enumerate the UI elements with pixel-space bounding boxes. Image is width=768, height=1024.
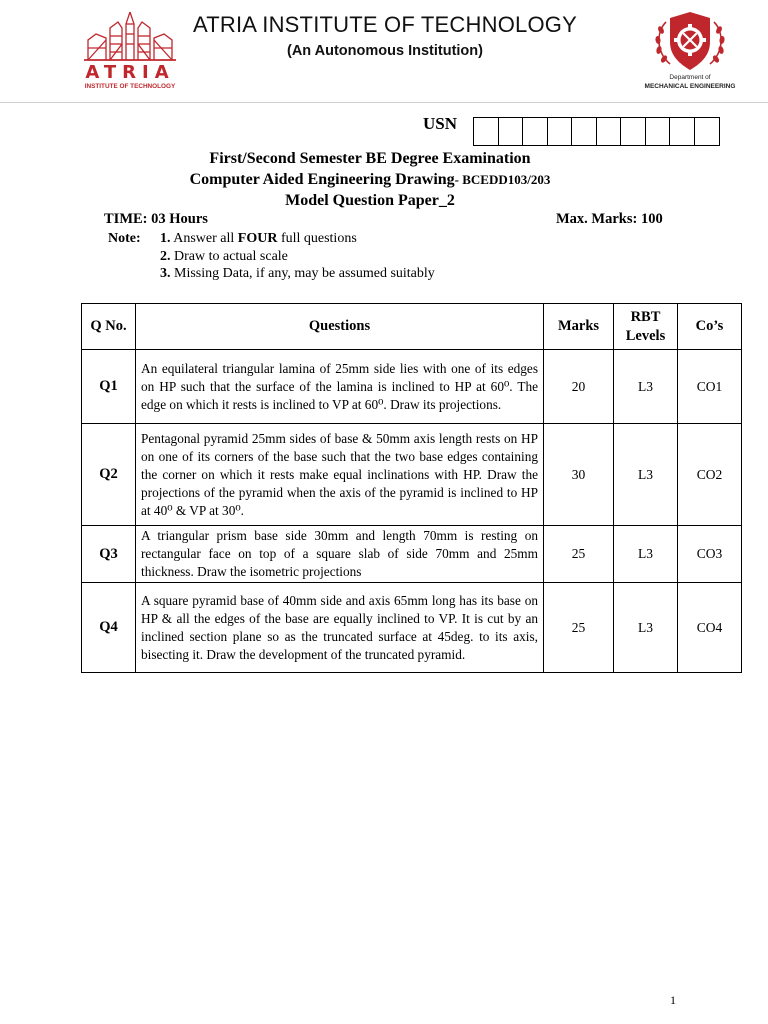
usn-boxes[interactable]: [473, 117, 720, 146]
paper-title: Model Question Paper_2: [285, 192, 455, 209]
exam-time: TIME: 03 Hours: [104, 211, 208, 227]
question-marks: 25: [544, 526, 614, 583]
question-rbt: L3: [614, 583, 678, 673]
question-co: CO4: [678, 583, 742, 673]
table-header-row: [82, 304, 742, 350]
subject-code: - BCEDD103/203: [454, 172, 551, 187]
question-co: CO1: [678, 350, 742, 424]
question-number: Q2: [82, 424, 136, 526]
note-item: 3. Missing Data, if any, may be assumed suitably: [160, 266, 435, 281]
note-item: 1. Answer all FOUR full questions: [160, 231, 357, 246]
question-rbt: L3: [614, 526, 678, 583]
exam-title: First/Second Semester BE Degree Examination: [209, 150, 531, 167]
note-number: 3.: [160, 266, 171, 281]
mechanical-dept-logo: [640, 8, 740, 94]
usn-box[interactable]: [548, 118, 573, 145]
header-divider: [0, 102, 768, 103]
dept-line-1: Department of: [669, 74, 711, 81]
usn-box[interactable]: [621, 118, 646, 145]
logo-tagline: INSTITUTE OF TECHNOLOGY: [84, 83, 176, 90]
questions-table: [81, 303, 742, 673]
question-number: Q4: [82, 583, 136, 673]
col-header-rbt: RBT Levels: [614, 304, 678, 350]
question-co: CO3: [678, 526, 742, 583]
dept-line-2: MECHANICAL ENGINEERING: [644, 83, 736, 90]
note-item: 2. Draw to actual scale: [160, 249, 288, 264]
table-row: [82, 350, 742, 424]
note-number: 1.: [160, 231, 171, 246]
question-marks: 20: [544, 350, 614, 424]
question-text: An equilateral triangular lamina of 25mm side lies with one of its edges on HP such that the surface of the lamina is inclined to HP at 60⁰. The edge on which it rests is inclined to VP at 60⁰. Draw its projections.: [136, 350, 544, 424]
gear-tools-emblem-icon: [640, 8, 740, 74]
usn-box[interactable]: [670, 118, 695, 145]
question-number: Q3: [82, 526, 136, 583]
usn-box[interactable]: [572, 118, 597, 145]
usn-box[interactable]: [499, 118, 524, 145]
table-row: [82, 583, 742, 673]
note-label: Note:: [108, 231, 141, 246]
page-number: 1: [670, 993, 676, 1007]
usn-box[interactable]: [523, 118, 548, 145]
col-header-questions: Questions: [136, 304, 544, 350]
col-header-qno: Q No.: [82, 304, 136, 350]
col-header-marks: Marks: [544, 304, 614, 350]
subject-name: Computer Aided Engineering Drawing: [189, 171, 455, 188]
logo-wordmark: ATRIA: [85, 62, 175, 83]
question-co: CO2: [678, 424, 742, 526]
note-number: 2.: [160, 249, 171, 264]
usn-box[interactable]: [646, 118, 671, 145]
question-rbt: L3: [614, 424, 678, 526]
question-text: A triangular prism base side 30mm and length 70mm is resting on rectangular face on top of a square slab of side 70mm and 25mm thickness. Draw the isometric projections: [136, 526, 544, 583]
usn-box[interactable]: [695, 118, 720, 145]
subject-title: [0, 171, 740, 189]
usn-label: USN: [423, 114, 458, 133]
usn-box[interactable]: [474, 118, 499, 145]
question-text: Pentagonal pyramid 25mm sides of base & 50mm axis length rests on HP on one of its corners of the base such that the two base edges containing the corner on which it rests make equal inclinations with HP. Draw the projections of the pyramid when the axis of the pyramid is inclined to HP at 40⁰ & VP at 30⁰.: [136, 424, 544, 526]
question-marks: 30: [544, 424, 614, 526]
institute-name: ATRIA INSTITUTE OF TECHNOLOGY: [193, 12, 577, 37]
question-rbt: L3: [614, 350, 678, 424]
question-text: A square pyramid base of 40mm side and axis 65mm long has its base on HP & all the edges of the base are equally inclined to VP. It is cut by an inclined section plane so as the truncated surface at 45deg. to its axis, bisecting it. Draw the development of the truncated pyramid.: [136, 583, 544, 673]
col-header-cos: Co’s: [678, 304, 742, 350]
usn-box[interactable]: [597, 118, 622, 145]
institute-subtitle: (An Autonomous Institution): [287, 43, 483, 59]
table-row: [82, 526, 742, 583]
question-number: Q1: [82, 350, 136, 424]
question-marks: 25: [544, 583, 614, 673]
max-marks: Max. Marks: 100: [556, 211, 663, 227]
table-row: [82, 424, 742, 526]
